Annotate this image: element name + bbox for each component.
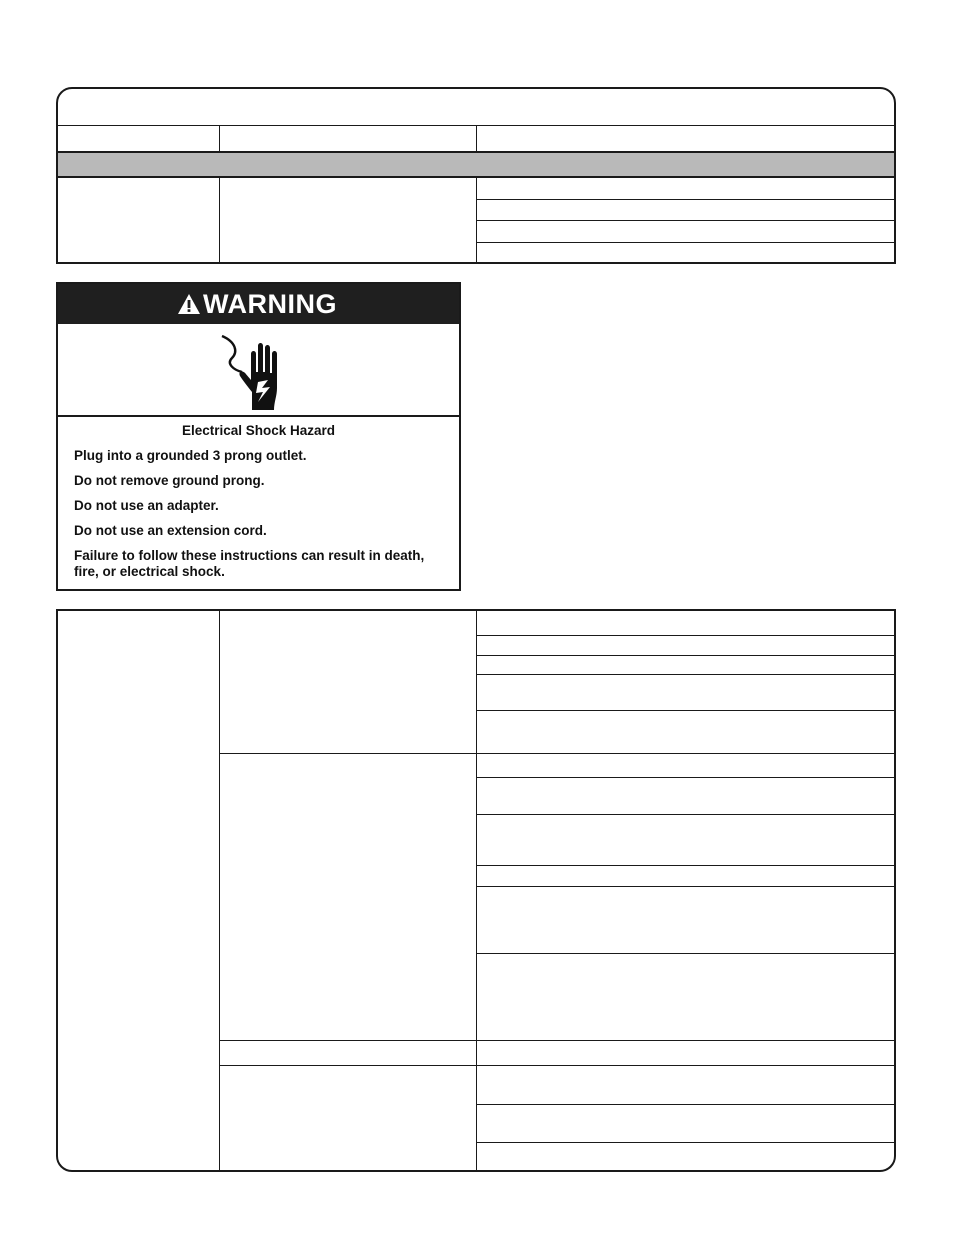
bottom-table-row-line — [477, 1142, 894, 1143]
bottom-table-row-line — [477, 674, 894, 675]
bottom-table-row-line — [477, 814, 894, 815]
top-table-row-line — [477, 199, 894, 200]
bottom-table-group-line — [220, 753, 894, 754]
top-table-row-line — [477, 242, 894, 243]
top-table-body-col-divider-1 — [219, 178, 220, 262]
bottom-table-row-line — [477, 655, 894, 656]
top-table-row-line — [477, 220, 894, 221]
hazard-heading: Electrical Shock Hazard — [181, 423, 336, 438]
bottom-table-row-line — [477, 777, 894, 778]
warning-header — [58, 284, 459, 324]
top-table-col-divider-1 — [219, 126, 220, 152]
hazard-icon-area — [58, 324, 459, 417]
bottom-table-row-line — [477, 865, 894, 866]
category-band — [58, 153, 894, 176]
bottom-table-row-line — [477, 886, 894, 887]
warning-line-5: Failure to follow these instructions can result in death, fire, or electrical shock. — [74, 548, 425, 579]
warning-line-1: Plug into a grounded 3 prong outlet. — [74, 448, 307, 463]
bottom-table-row-line — [477, 710, 894, 711]
electrical-shock-hand-icon — [218, 332, 290, 414]
warning-title: WARNING — [203, 289, 337, 319]
bottom-table-group-line — [220, 1065, 894, 1066]
bottom-table-row-line — [477, 1104, 894, 1105]
bottom-table-row-line — [477, 953, 894, 954]
warning-box — [56, 282, 461, 591]
top-table-body-col-divider-2 — [476, 178, 477, 264]
warning-line-3: Do not use an adapter. — [74, 498, 219, 513]
bottom-table-col-divider-1 — [219, 611, 220, 1170]
alert-triangle-icon — [177, 293, 201, 315]
bottom-table-col-divider-2 — [476, 611, 477, 1170]
warning-line-2: Do not remove ground prong. — [74, 473, 265, 488]
bottom-table-group-line — [220, 1040, 894, 1041]
top-table-col-divider-2 — [476, 126, 477, 152]
warning-line-4: Do not use an extension cord. — [74, 523, 267, 538]
bottom-table-row-line — [477, 635, 894, 636]
